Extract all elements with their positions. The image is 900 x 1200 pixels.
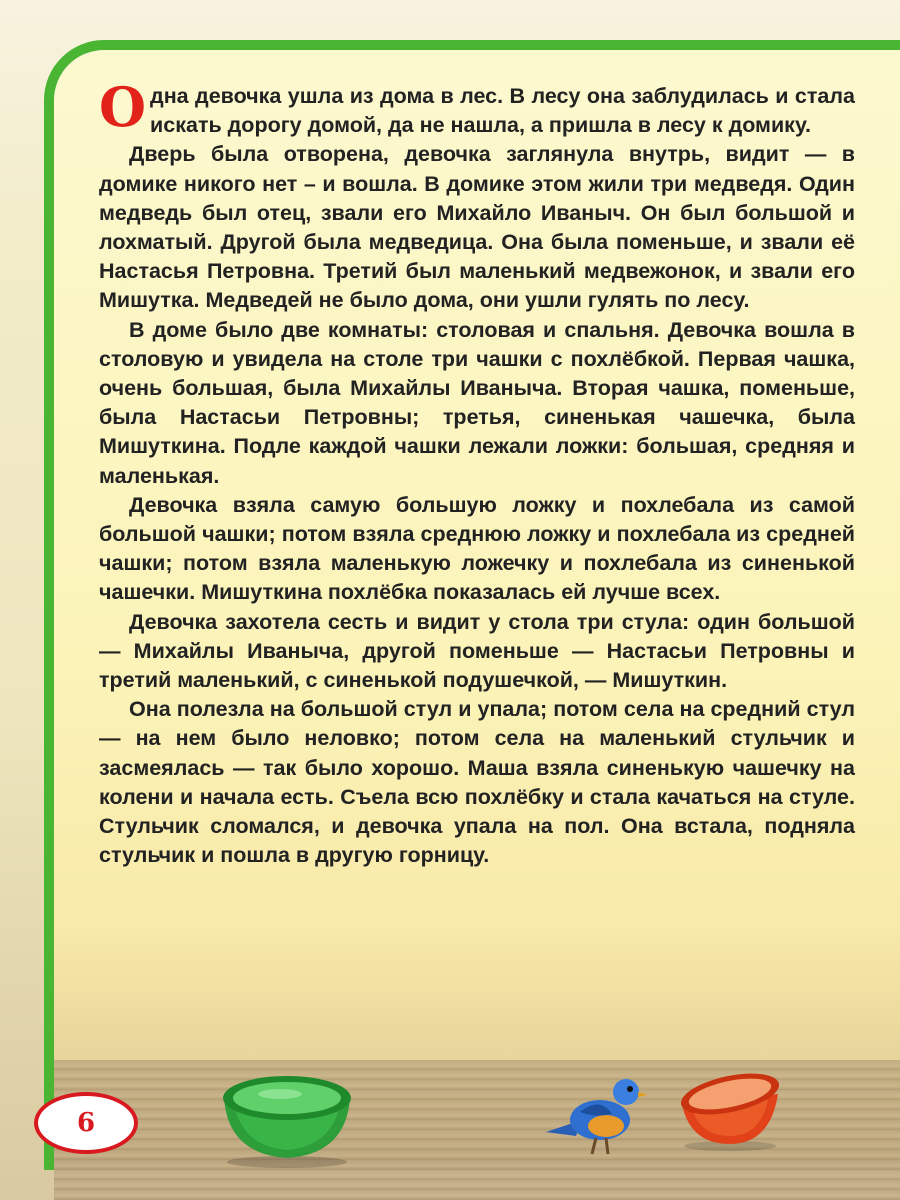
paragraph-2: Дверь была отворена, девочка заглянула внутрь, видит — в домике никого нет – и вошла. В домике этом жили три медведя. Один медведь был отец, звали его Михайло Иваныч. Он был большой и лохматый. Другой была медведица. Она была поменьше, и звали её Настасья Петровна. Третий был маленький медвежонок, и звали его Мишутка. Медведей не было дома, они ушли гулять по лесу.	[99, 142, 855, 313]
green-bowl-illustration	[212, 1058, 362, 1170]
drop-cap-letter: О	[99, 75, 147, 139]
story-text	[99, 75, 855, 870]
paragraph-1	[99, 75, 855, 140]
paragraph-6: Она полезла на большой стул и упала; потом села на средний стул — на нем было неловко; потом села на маленький стульчик и засмеялась — так было хорошо. Маша взяла синенькую чашечку на колени и начала есть. Съела всю похлёбку и стала качаться на стуле. Стульчик сломался, и девочка упала на пол. Она встала, подняла стульчик и пошла в другую горницу.	[99, 697, 855, 868]
red-bowl-illustration	[672, 1064, 787, 1154]
paragraph-3: В доме было две комнаты: столовая и спальня. Девочка вошла в столовую и увидела на столе три чашки с похлёбкой. Первая чашка, очень большая, была Михайлы Иваныча. Вторая чашка, поменьше, была Настасьи Петровны; третья, синенькая чашечка, была Мишуткина. Подле каждой чашки лежали ложки: большая, средняя и маленькая.	[99, 317, 855, 488]
page-number-badge	[34, 1092, 138, 1154]
page-number: 6	[76, 1108, 96, 1138]
paragraph-1-text: дна девочка ушла из дома в лес. В лесу она заблудилась и стала искать дорогу домой, да не нашла, а пришла в лесу к домику.	[150, 84, 855, 138]
bird-illustration	[540, 1066, 650, 1162]
paragraph-4: Девочка взяла самую большую ложку и похлебала из самой большой чашки; потом взяла среднюю ложку и похлебала из средней чашки; потом взяла маленькую ложечку и похлебала из синенькой чашечки. Мишуткина похлёбка показалась ей лучше всех.	[99, 492, 855, 605]
paragraph-5: Девочка захотела сесть и видит у стола три стула: один большой — Михайлы Иваныча, другой поменьше — Настасьи Петровны и третий маленький, с синенькой подушечкой, — Мишуткин.	[99, 609, 855, 693]
